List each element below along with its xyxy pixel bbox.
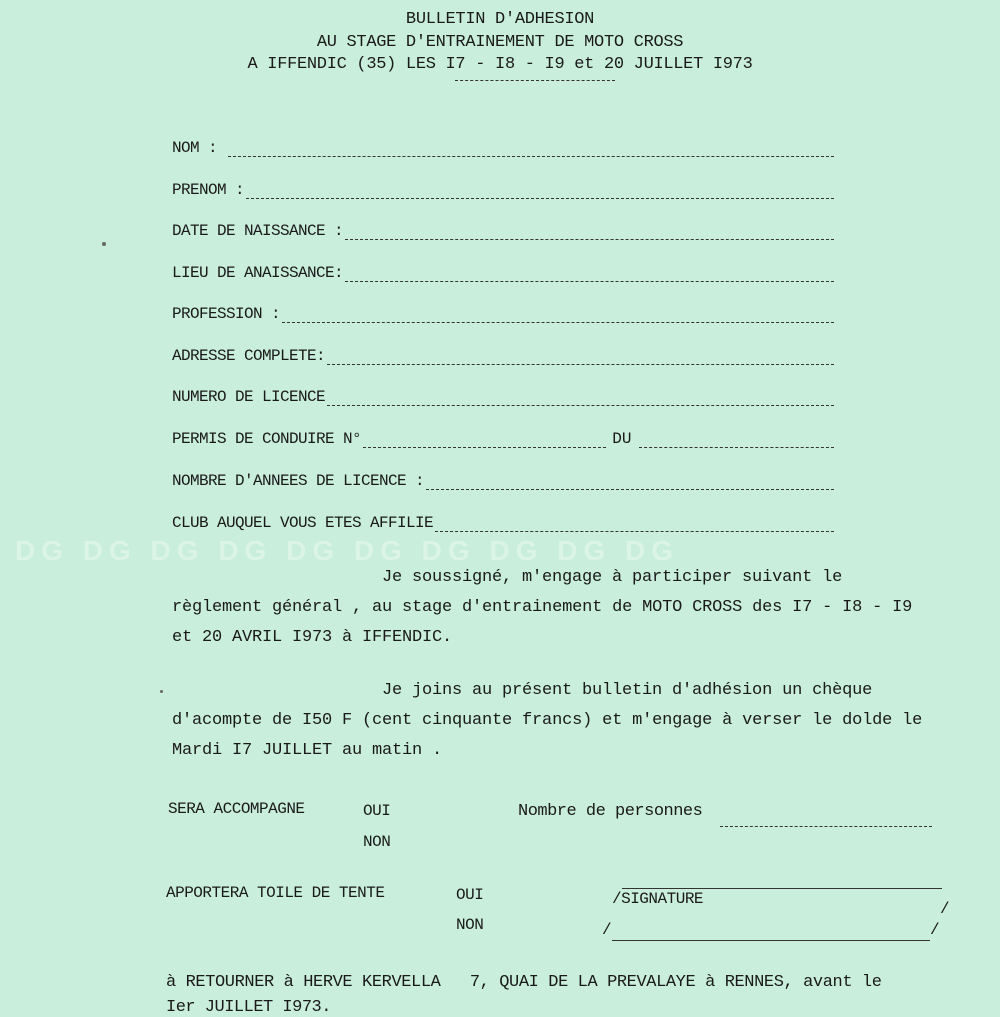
fill-line	[426, 477, 834, 490]
fill-line	[639, 435, 834, 448]
field-licence	[172, 384, 834, 406]
field-prenom	[172, 177, 834, 199]
field-permis	[172, 426, 834, 448]
signature-label: /SIGNATURE	[612, 890, 704, 908]
tente-oui: OUI	[456, 886, 484, 904]
accompagne-label: SERA ACCOMPAGNE	[168, 800, 305, 818]
nombre-personnes-line	[718, 805, 932, 827]
footer-line-2: Ier JUILLET I973.	[166, 998, 331, 1017]
fill-line	[435, 519, 834, 532]
field-label: NOM :	[172, 139, 227, 157]
field-label: LIEU DE ANAISSANCE:	[172, 264, 344, 282]
tente-label: APPORTERA TOILE DE TENTE	[166, 884, 385, 902]
field-label: PROFESSION :	[172, 305, 281, 323]
field-date-naissance	[172, 218, 834, 240]
field-lieu-naissance	[172, 260, 834, 282]
accompagne-oui: OUI	[363, 802, 391, 820]
field-label: PRENOM :	[172, 181, 245, 199]
field-annees-licence	[172, 468, 834, 490]
header-rule	[455, 80, 615, 81]
fill-line	[228, 144, 834, 157]
fill-line	[327, 393, 834, 406]
signature-slash-right-top: /	[940, 900, 950, 918]
field-label: CLUB AUQUEL VOUS ETES AFFILIE	[172, 514, 434, 532]
signature-slash-right-bottom: /	[930, 921, 940, 939]
signature-bottom-line	[612, 940, 930, 941]
fill-line	[720, 814, 932, 827]
field-adresse	[172, 343, 834, 365]
fill-line	[327, 352, 834, 365]
fill-line	[345, 269, 834, 282]
field-label: NOMBRE D'ANNEES DE LICENCE :	[172, 472, 425, 490]
fill-line	[363, 435, 606, 448]
header-line-2: AU STAGE D'ENTRAINEMENT DE MOTO CROSS	[316, 33, 684, 52]
fill-line	[282, 310, 834, 323]
header-line-3: A IFFENDIC (35) LES I7 - I8 - I9 et 20 JUILLET I973	[247, 55, 753, 74]
field-label: ADRESSE COMPLETE:	[172, 347, 326, 365]
paper-speck	[102, 242, 106, 246]
accompagne-non: NON	[363, 833, 391, 851]
field-nom	[172, 135, 834, 157]
signature-slash-left: /	[602, 921, 612, 939]
field-label: PERMIS DE CONDUIRE N°	[172, 430, 362, 448]
field-profession	[172, 301, 834, 323]
cheque-paragraph: Je joins au présent bulletin d'adhésion un chèque d'acompte de I50 F (cent cinquante francs) et m'engage à verser le dolde le Mardi I7 JUILLET au matin .	[172, 681, 923, 760]
header-line-1: BULLETIN D'ADHESION	[405, 10, 595, 29]
field-label: DATE DE NAISSANCE :	[172, 222, 344, 240]
paper-speck	[160, 690, 163, 693]
watermark: DG DG DG DG DG DG DG DG DG DG	[15, 535, 680, 566]
signature-top-line	[622, 888, 942, 889]
footer-line-1: à RETOURNER à HERVE KERVELLA 7, QUAI DE LA PREVALAYE à RENNES, avant le	[166, 973, 882, 992]
tente-non: NON	[456, 916, 484, 934]
fill-line	[246, 186, 834, 199]
field-club	[172, 510, 834, 532]
engagement-paragraph: Je soussigné, m'engage à participer suivant le règlement général , au stage d'entrainement de MOTO CROSS des I7 - I8 - I9 et 20 AVRIL I973 à IFFENDIC.	[172, 568, 913, 647]
fill-line	[345, 227, 834, 240]
field-label: NUMERO DE LICENCE	[172, 388, 326, 406]
permis-du-label: DU	[612, 430, 632, 448]
nombre-personnes-label: Nombre de personnes	[518, 802, 703, 821]
